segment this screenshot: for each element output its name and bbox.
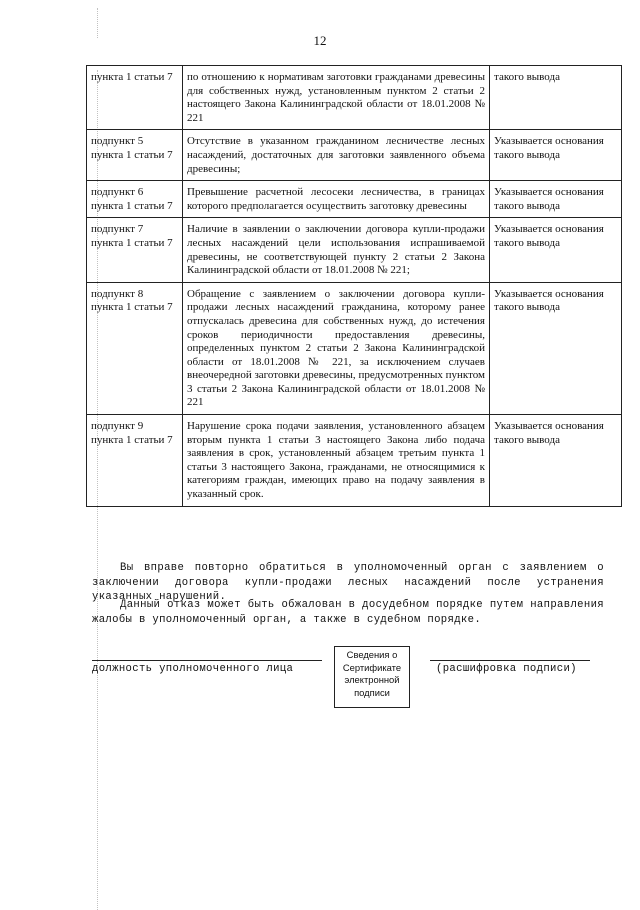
refusal-grounds-table — [86, 65, 622, 507]
note-cell: Указывается основания такого вывода — [490, 415, 622, 507]
table-row — [87, 130, 622, 181]
reason-cell: Обращение с заявлением о заключении договора купли-продажи лесных насаждений гражданина, которому ранее отпускалась древесина для собственных нужд, до истечения сроков периодичности предоставления древесины, определенных пунктом 2 статьи 2 Закона Калининградской области от 18.01.2008 № 221, за исключением случаев внеочередной заготовки древесины, предусмотренных пунктом 3 статьи 2 Закона Калининградской области от 18.01.2008 № 221 — [183, 282, 490, 414]
reason-cell: Отсутствие в указанном гражданином лесничестве лесных насаждений, достаточных для заготовки заявленного объема древесины; — [183, 130, 490, 181]
note-cell: Указывается основания такого вывода — [490, 282, 622, 414]
appeal-paragraph: Данный отказ может быть обжалован в досудебном порядке путем направления жалобы в уполномоченный орган, а также в судебном порядке. — [92, 599, 604, 626]
decode-signature-line — [430, 660, 590, 661]
ground-cell: пункта 1 статьи 7 — [87, 66, 183, 130]
reason-cell: Наличие в заявлении о заключении договора купли-продажи лесных насаждений цели использования испрашиваемой древесины, не соответствующей пункту 2 статьи 2 Закона Калининградской области от 18.01.2008 № 221; — [183, 218, 490, 282]
electronic-signature-stamp: Сведения о Сертификате электронной подписи — [334, 646, 410, 708]
ground-cell: подпункт 6 пункта 1 статьи 7 — [87, 181, 183, 218]
ground-cell: подпункт 5 пункта 1 статьи 7 — [87, 130, 183, 181]
note-cell: Указывается основания такого вывода — [490, 218, 622, 282]
reason-cell: Превышение расчетной лесосеки лесничества, в границах которого предполагается осуществить заготовку древесины — [183, 181, 490, 218]
ground-cell: подпункт 9 пункта 1 статьи 7 — [87, 415, 183, 507]
table-row — [87, 415, 622, 507]
note-cell: такого вывода — [490, 66, 622, 130]
margin-dotted-line-top — [97, 8, 98, 38]
table-row — [87, 218, 622, 282]
reason-cell: Нарушение срока подачи заявления, установленного абзацем вторым пункта 1 статьи 3 настоящего Закона либо подача заявления в срок, установленный абзацем третьим пункта 1 статьи 3 настоящего Закона, гражданами, не относящимися к категориям граждан, имеющих право на подачу заявления в указанный срок. — [183, 415, 490, 507]
table-row — [87, 181, 622, 218]
note-cell: Указывается основания такого вывода — [490, 130, 622, 181]
table-row — [87, 282, 622, 414]
ground-cell: подпункт 7 пункта 1 статьи 7 — [87, 218, 183, 282]
decode-label: (расшифровка подписи) — [436, 663, 577, 675]
ground-cell: подпункт 8 пункта 1 статьи 7 — [87, 282, 183, 414]
reason-cell: по отношению к нормативам заготовки гражданами древесины для собственных нужд, установленным пунктом 2 статьи 2 настоящего Закона Калининградской области от 18.01.2008 № 221 — [183, 66, 490, 130]
reapply-paragraph: Вы вправе повторно обратиться в уполномоченный орган с заявлением о заключении договора купли-продажи лесных насаждений после устранения указанных нарушений. — [92, 562, 604, 603]
note-cell: Указывается основания такого вывода — [490, 181, 622, 218]
position-label: должность уполномоченного лица — [92, 663, 294, 675]
page-number: 12 — [313, 33, 327, 48]
table-row — [87, 66, 622, 130]
position-signature-line — [92, 660, 322, 661]
